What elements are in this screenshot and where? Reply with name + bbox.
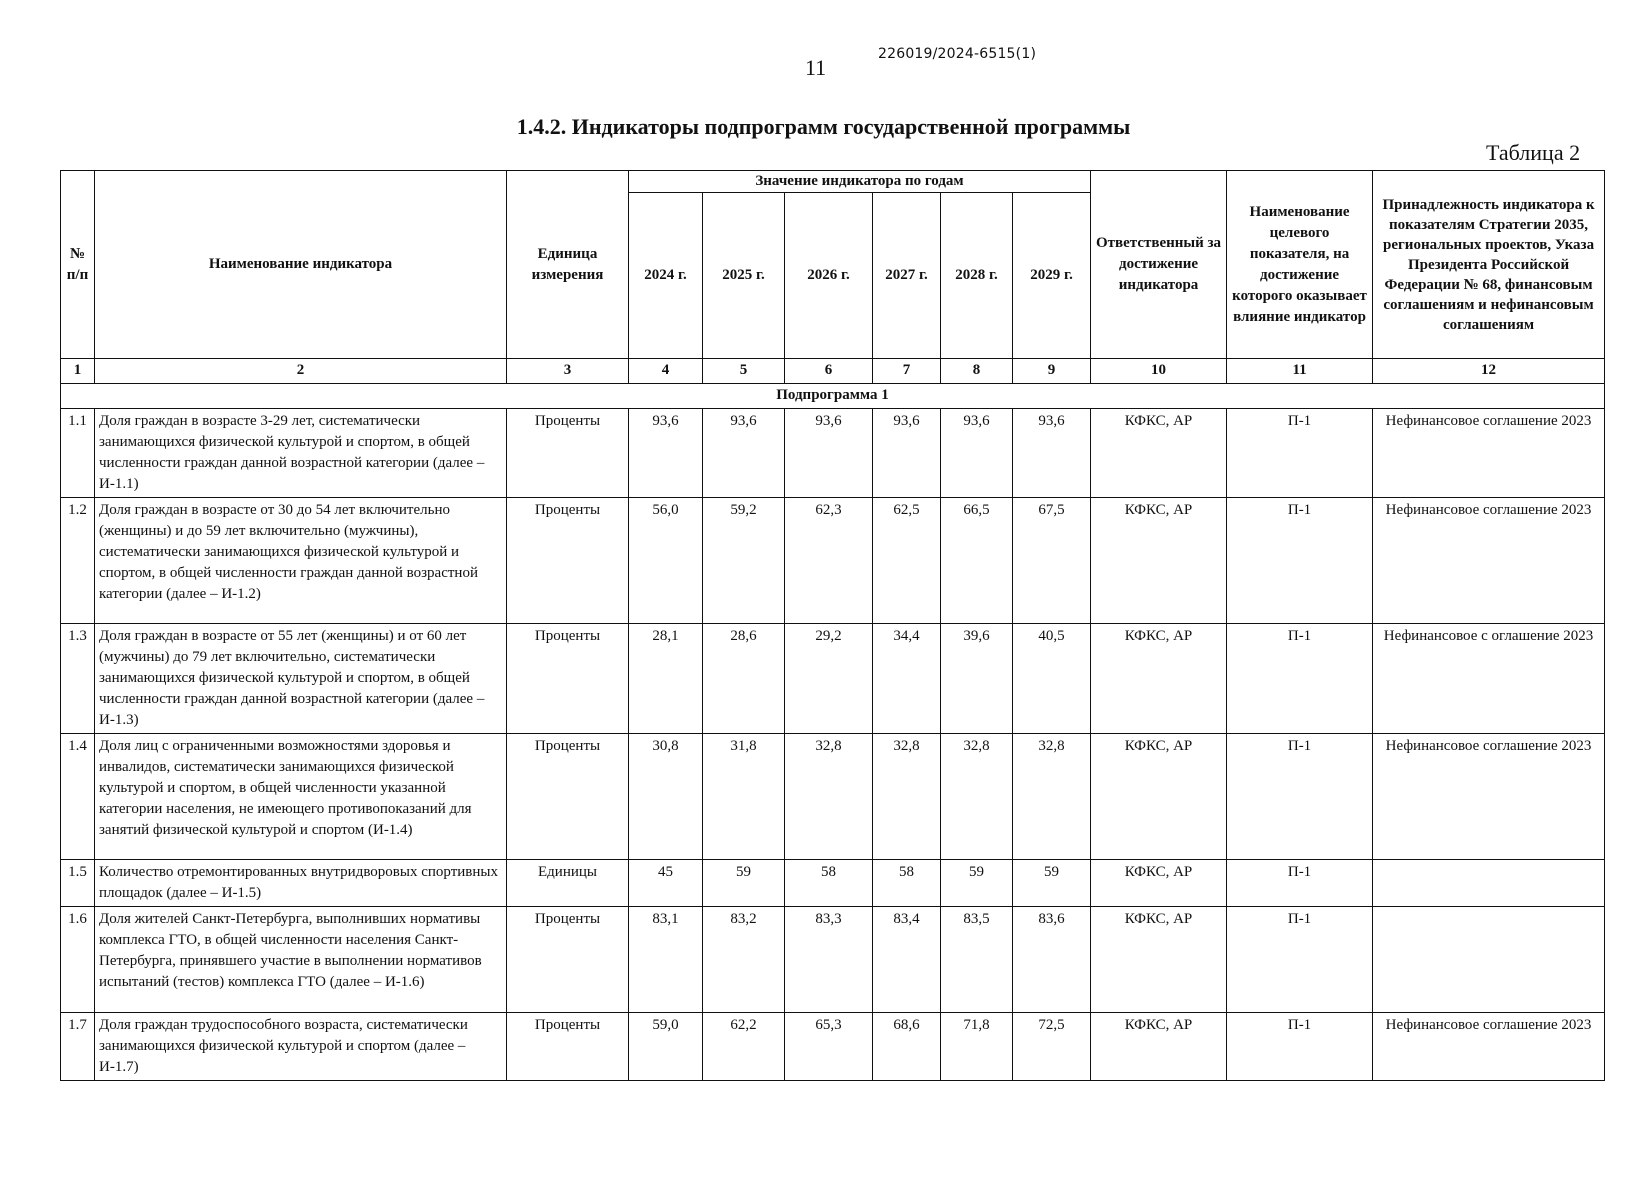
responsible-cell: КФКС, АР (1091, 907, 1227, 1013)
responsible-cell: КФКС, АР (1091, 409, 1227, 498)
indicator-name: Доля жителей Санкт-Петербурга, выполнивших нормативы комплекса ГТО, в общей численности населения Санкт-Петербурга, принявшего участие в выполнении нормативов испытаний (тестов) комплекса ГТО (далее – И-1.6) (95, 907, 507, 1013)
target-cell: П-1 (1227, 409, 1373, 498)
unit-cell: Проценты (507, 907, 629, 1013)
indicator-name: Доля лиц с ограниченными возможностями здоровья и инвалидов, систематически занимающихся физической культурой и спортом, в общей численности указанной категории населения, не имеющего противопоказаний для занятий физической культурой и спортом (И-1.4) (95, 734, 507, 860)
table-row (61, 734, 1605, 860)
target-cell: П-1 (1227, 860, 1373, 907)
row-index: 1.7 (61, 1013, 95, 1081)
belonging-cell: Нефинансовое соглашение 2023 (1373, 1013, 1605, 1081)
value-cell: 56,0 (629, 498, 703, 624)
target-cell: П-1 (1227, 1013, 1373, 1081)
indicator-name: Доля граждан трудоспособного возраста, систематически занимающихся физической культурой и спортом (далее – И-1.7) (95, 1013, 507, 1081)
value-cell: 72,5 (1013, 1013, 1091, 1081)
value-cell: 83,4 (873, 907, 941, 1013)
row-index: 1.4 (61, 734, 95, 860)
header-belonging: Принадлежность индикатора к показателям Стратегии 2035, региональных проектов, Указа Президента Российской Федерации № 68, финансовым соглашениям и нефинансовым соглашениям (1373, 171, 1605, 359)
target-cell: П-1 (1227, 624, 1373, 734)
column-number: 12 (1373, 359, 1605, 384)
header-responsible: Ответственный за достижение индикатора (1091, 171, 1227, 359)
column-number: 2 (95, 359, 507, 384)
column-number-row (61, 359, 1605, 384)
belonging-cell (1373, 860, 1605, 907)
value-cell: 68,6 (873, 1013, 941, 1081)
target-cell: П-1 (1227, 907, 1373, 1013)
unit-cell: Проценты (507, 734, 629, 860)
value-cell: 39,6 (941, 624, 1013, 734)
header-name: Наименование индикатора (95, 171, 507, 359)
subprogram-title: Подпрограмма 1 (61, 384, 1605, 409)
value-cell: 40,5 (1013, 624, 1091, 734)
table-label: Таблица 2 (1486, 140, 1581, 165)
column-number: 9 (1013, 359, 1091, 384)
row-index: 1.2 (61, 498, 95, 624)
value-cell: 71,8 (941, 1013, 1013, 1081)
section-title: 1.4.2. Индикаторы подпрограмм государственной программы (516, 114, 1131, 139)
row-index: 1.1 (61, 409, 95, 498)
table-row (61, 624, 1605, 734)
indicator-name: Доля граждан в возрасте 3-29 лет, систематически занимающихся физической культурой и спортом, в общей численности граждан данной возрастной категории (далее – И-1.1) (95, 409, 507, 498)
belonging-cell: Нефинансовое с оглашение 2023 (1373, 624, 1605, 734)
header-year: 2026 г. (785, 193, 873, 359)
document-id: 226019/2024-6515(1) (878, 46, 1037, 62)
header-year: 2027 г. (873, 193, 941, 359)
value-cell: 59 (941, 860, 1013, 907)
unit-cell: Проценты (507, 498, 629, 624)
value-cell: 45 (629, 860, 703, 907)
value-cell: 67,5 (1013, 498, 1091, 624)
value-cell: 93,6 (941, 409, 1013, 498)
belonging-cell: Нефинансовое соглашение 2023 (1373, 409, 1605, 498)
value-cell: 58 (785, 860, 873, 907)
value-cell: 30,8 (629, 734, 703, 860)
belonging-cell (1373, 907, 1605, 1013)
value-cell: 62,2 (703, 1013, 785, 1081)
value-cell: 28,1 (629, 624, 703, 734)
table-row (61, 860, 1605, 907)
indicator-name: Доля граждан в возрасте от 55 лет (женщины) и от 60 лет (мужчины) до 79 лет включительно, систематически занимающихся физической культурой и спортом, в общей численности граждан данной возрастной категории (далее – И-1.3) (95, 624, 507, 734)
value-cell: 93,6 (785, 409, 873, 498)
value-cell: 34,4 (873, 624, 941, 734)
unit-cell: Проценты (507, 409, 629, 498)
table-row (61, 409, 1605, 498)
value-cell: 83,6 (1013, 907, 1091, 1013)
header-year: 2028 г. (941, 193, 1013, 359)
value-cell: 93,6 (629, 409, 703, 498)
value-cell: 93,6 (873, 409, 941, 498)
value-cell: 32,8 (1013, 734, 1091, 860)
value-cell: 93,6 (1013, 409, 1091, 498)
value-cell: 62,5 (873, 498, 941, 624)
value-cell: 65,3 (785, 1013, 873, 1081)
table-row (61, 498, 1605, 624)
value-cell: 83,3 (785, 907, 873, 1013)
indicator-name: Количество отремонтированных внутридворовых спортивных площадок (далее – И-1.5) (95, 860, 507, 907)
row-index: 1.5 (61, 860, 95, 907)
responsible-cell: КФКС, АР (1091, 734, 1227, 860)
value-cell: 59,0 (629, 1013, 703, 1081)
responsible-cell: КФКС, АР (1091, 860, 1227, 907)
value-cell: 28,6 (703, 624, 785, 734)
value-cell: 32,8 (785, 734, 873, 860)
header-values-group: Значение индикатора по годам (629, 171, 1091, 193)
page-number: 11 (805, 55, 827, 80)
responsible-cell: КФКС, АР (1091, 498, 1227, 624)
table-row (61, 907, 1605, 1013)
column-number: 7 (873, 359, 941, 384)
header-target: Наименование целевого показателя, на достижение которого оказывает влияние индикатор (1227, 171, 1373, 359)
responsible-cell: КФКС, АР (1091, 624, 1227, 734)
belonging-cell: Нефинансовое соглашение 2023 (1373, 498, 1605, 624)
value-cell: 83,5 (941, 907, 1013, 1013)
header-num: № п/п (61, 171, 95, 359)
column-number: 8 (941, 359, 1013, 384)
value-cell: 59,2 (703, 498, 785, 624)
value-cell: 59 (703, 860, 785, 907)
value-cell: 58 (873, 860, 941, 907)
table-row (61, 1013, 1605, 1081)
responsible-cell: КФКС, АР (1091, 1013, 1227, 1081)
row-index: 1.6 (61, 907, 95, 1013)
unit-cell: Проценты (507, 1013, 629, 1081)
column-number: 4 (629, 359, 703, 384)
value-cell: 83,1 (629, 907, 703, 1013)
value-cell: 32,8 (941, 734, 1013, 860)
column-number: 3 (507, 359, 629, 384)
header-year: 2029 г. (1013, 193, 1091, 359)
value-cell: 66,5 (941, 498, 1013, 624)
header-year: 2025 г. (703, 193, 785, 359)
indicators-table (60, 170, 1605, 1081)
value-cell: 62,3 (785, 498, 873, 624)
unit-cell: Единицы (507, 860, 629, 907)
belonging-cell: Нефинансовое соглашение 2023 (1373, 734, 1605, 860)
column-number: 10 (1091, 359, 1227, 384)
value-cell: 59 (1013, 860, 1091, 907)
column-number: 5 (703, 359, 785, 384)
column-number: 6 (785, 359, 873, 384)
target-cell: П-1 (1227, 498, 1373, 624)
subprogram-row (61, 384, 1605, 409)
value-cell: 31,8 (703, 734, 785, 860)
value-cell: 83,2 (703, 907, 785, 1013)
column-number: 1 (61, 359, 95, 384)
value-cell: 93,6 (703, 409, 785, 498)
header-year: 2024 г. (629, 193, 703, 359)
value-cell: 32,8 (873, 734, 941, 860)
unit-cell: Проценты (507, 624, 629, 734)
value-cell: 29,2 (785, 624, 873, 734)
row-index: 1.3 (61, 624, 95, 734)
indicator-name: Доля граждан в возрасте от 30 до 54 лет включительно (женщины) и до 59 лет включительно (мужчины), систематически занимающихся физической культурой и спортом, в общей численности граждан данной возрастной категории (далее – И-1.2) (95, 498, 507, 624)
header-unit: Единица измерения (507, 171, 629, 359)
column-number: 11 (1227, 359, 1373, 384)
target-cell: П-1 (1227, 734, 1373, 860)
